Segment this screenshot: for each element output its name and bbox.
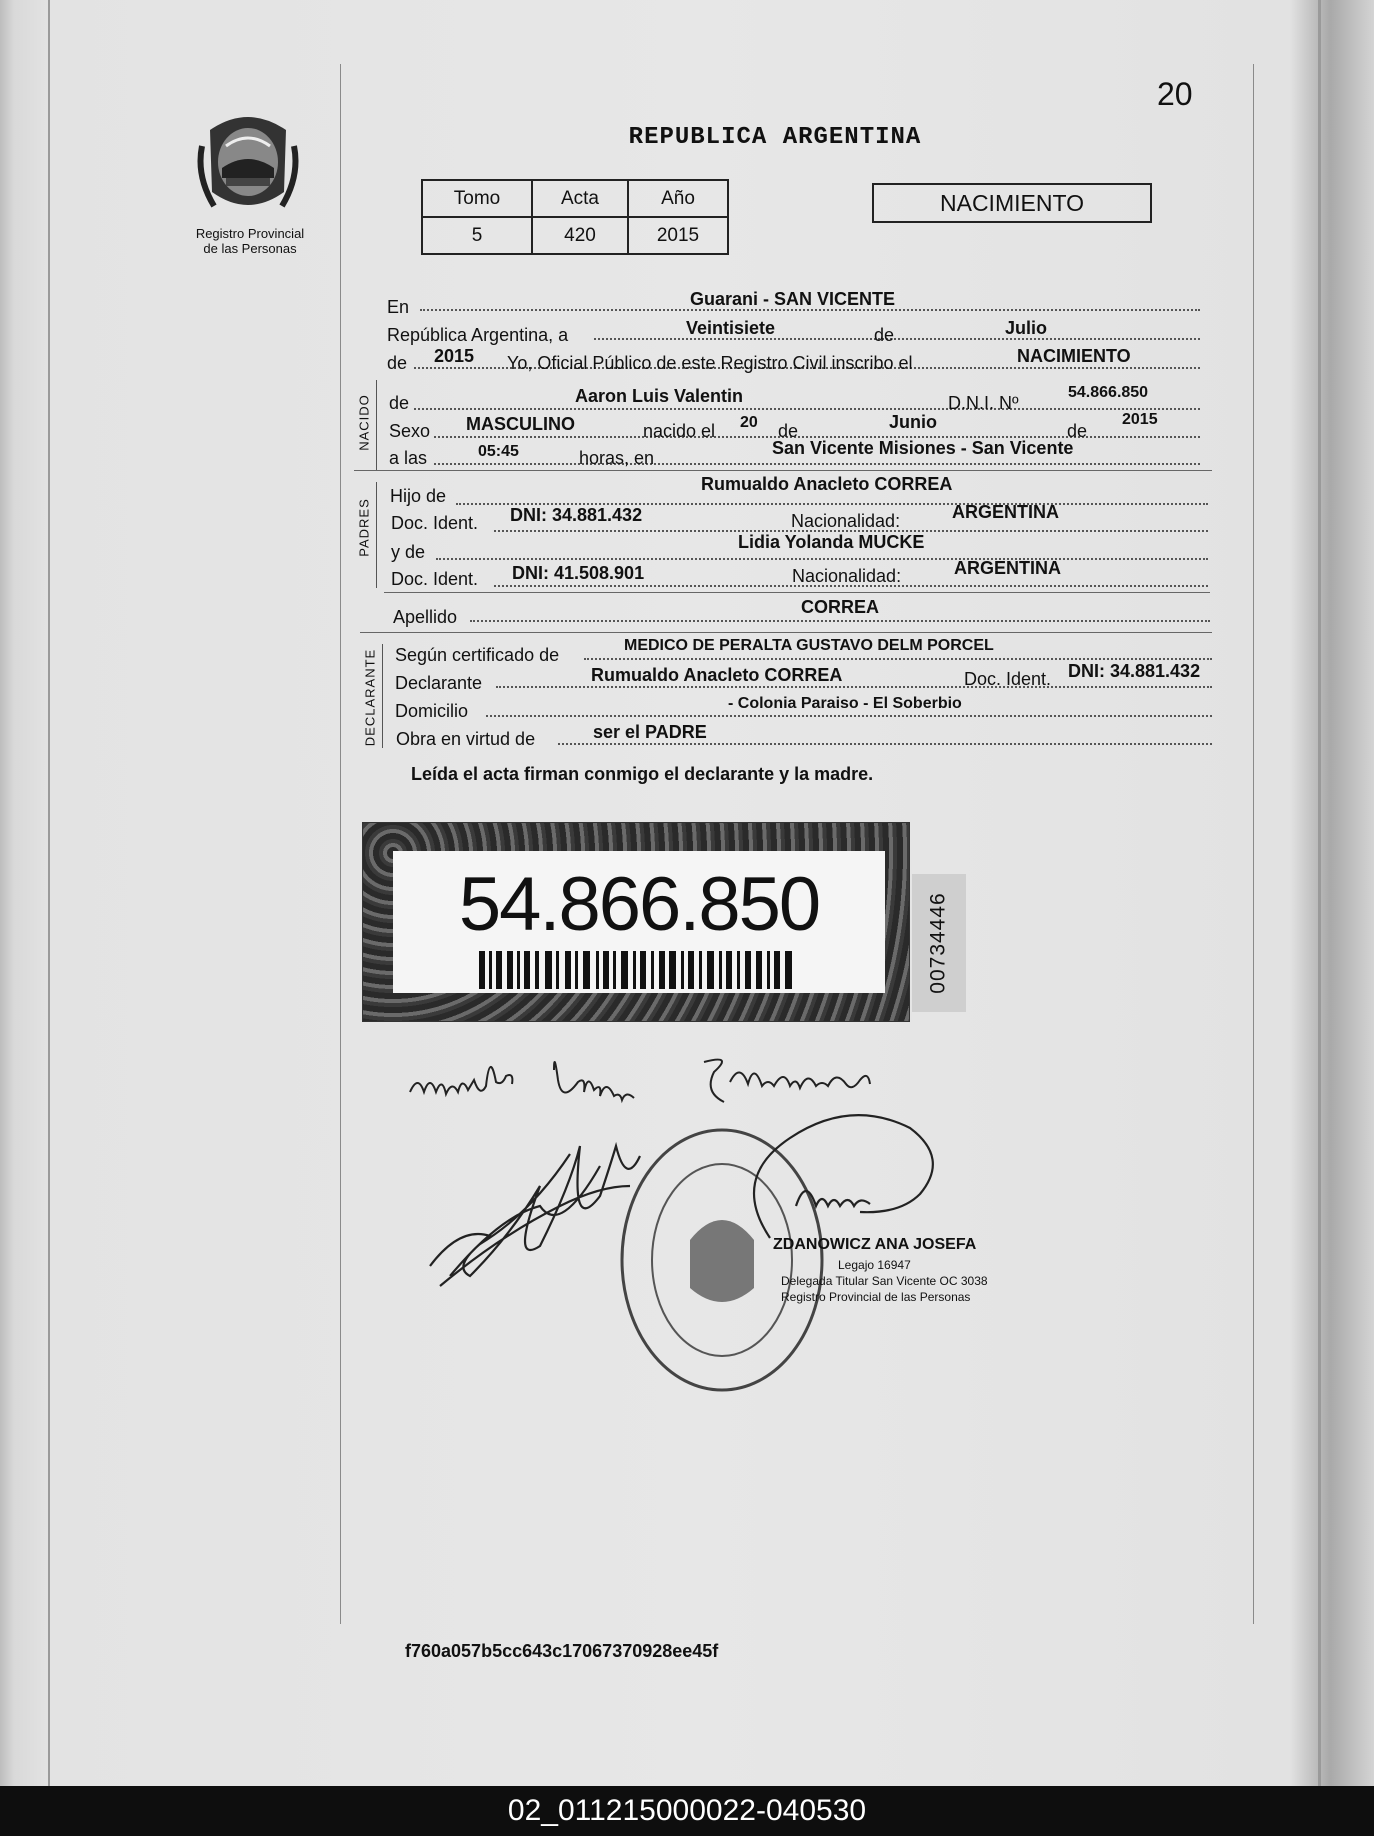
father-doc: DNI: 34.881.432 (510, 505, 643, 525)
section-label-declarante: DECLARANTE (362, 648, 378, 747)
birth-de-label-2: de (1067, 421, 1088, 441)
paper-edge-left (48, 0, 50, 1786)
serial-number: 00734446 (927, 892, 950, 994)
ref-header-ano: Año (628, 180, 728, 217)
official-signature (740, 1114, 960, 1250)
republica-label: República Argentina, a (387, 325, 569, 345)
year-value: 2015 (434, 346, 475, 366)
serial-tab (912, 874, 966, 1012)
logo-caption-line1: Registro Provincial (195, 226, 305, 241)
sexo-label: Sexo (389, 421, 431, 441)
sexo-value: MASCULINO (466, 414, 575, 434)
section-label-padres: PADRES (356, 498, 372, 557)
dotline (414, 408, 1200, 410)
obra-value: ser el PADRE (593, 722, 707, 742)
page-number: 20 (1157, 76, 1193, 112)
mother-signature (404, 1040, 944, 1110)
obra-label: Obra en virtud de (396, 729, 536, 749)
alas-label: a las (389, 448, 428, 468)
barcode (479, 951, 799, 989)
document-hash: f760a057b5cc643c17067370928ee45f (405, 1641, 719, 1661)
hijo-de-label: Hijo de (390, 486, 447, 506)
place-value: Guarani - SAN VICENTE (690, 289, 896, 309)
father-doc-label: Doc. Ident. (391, 513, 479, 533)
declarante-doc: DNI: 34.881.432 (1068, 661, 1201, 681)
section-divider (354, 470, 1212, 471)
en-label: En (387, 297, 410, 317)
child-dni: 54.866.850 (1068, 384, 1149, 401)
section-divider (360, 632, 1212, 633)
declarante-name: Rumualdo Anacleto CORREA (591, 665, 843, 685)
yde-label: y de (391, 542, 426, 562)
apellido-value: CORREA (801, 597, 880, 617)
declarante-label: Declarante (395, 673, 483, 693)
mother-doc: DNI: 41.508.901 (512, 563, 645, 583)
dotline (420, 309, 1200, 311)
month-value: Julio (1005, 318, 1048, 338)
father-nationality: ARGENTINA (952, 502, 1059, 522)
father-nac-label: Nacionalidad: (791, 511, 901, 531)
ref-value-acta: 420 (532, 217, 628, 254)
dni-sticker (362, 822, 910, 1022)
horas-label: horas, en (579, 448, 655, 468)
birth-day: 20 (740, 414, 758, 431)
de-label: de (874, 325, 895, 345)
section-bar (376, 380, 377, 470)
dotline (496, 686, 1212, 688)
apellido-label: Apellido (393, 607, 458, 627)
ref-header-tomo: Tomo (422, 180, 532, 217)
dotline (486, 715, 1212, 717)
official-legajo: Legajo 16947 (838, 1258, 911, 1272)
day-value: Veintisiete (686, 318, 776, 338)
logo-caption (180, 226, 320, 256)
cert-value: MEDICO DE PERALTA GUSTAVO DELM PORCEL (624, 637, 994, 654)
paper-edge-right (1318, 0, 1321, 1786)
dotline (558, 743, 1212, 745)
act-type-box: NACIMIENTO (872, 183, 1152, 223)
mother-doc-label: Doc. Ident. (391, 569, 479, 589)
birth-year: 2015 (1122, 411, 1158, 428)
dotline (594, 338, 1200, 340)
ref-value-ano: 2015 (628, 217, 728, 254)
reference-table (421, 179, 729, 255)
domicilio-value: - Colonia Paraiso - El Soberbio (728, 695, 962, 712)
logo-caption-line2: de las Personas (203, 241, 297, 256)
birth-time: 05:45 (478, 443, 519, 460)
domicilio-label: Domicilio (395, 701, 469, 721)
dotline (584, 658, 1212, 660)
dotline (434, 463, 1200, 465)
dotline (436, 558, 1208, 560)
nacido-el-label: nacido el (643, 421, 716, 441)
nacido-de-label: de (389, 393, 410, 413)
cert-label: Según certificado de (395, 645, 560, 665)
mother-nationality: ARGENTINA (954, 558, 1061, 578)
closing-statement: Leída el acta firman conmigo el declarante y la madre. (411, 764, 874, 784)
official-name: ZDANOWICZ ANA JOSEFA (773, 1236, 977, 1253)
birth-month: Junio (889, 412, 937, 432)
footer-id-bar: 02_011215000022-040530 (0, 1786, 1374, 1836)
registry-seal-logo (196, 106, 300, 224)
sticker-label (393, 851, 885, 993)
official-org: Registro Provincial de las Personas (781, 1290, 971, 1304)
section-bar (382, 644, 383, 748)
section-label-nacido: NACIDO (356, 394, 372, 451)
ref-value-tomo: 5 (422, 217, 532, 254)
birth-place: San Vicente Misiones - San Vicente (772, 438, 1074, 458)
oficial-label: Yo, Oficial Público de este Registro Civil inscribo el (507, 353, 913, 373)
father-name: Rumualdo Anacleto CORREA (701, 474, 953, 494)
mother-name: Lidia Yolanda MUCKE (738, 532, 925, 552)
mother-nac-label: Nacionalidad: (792, 566, 902, 586)
birth-de-label: de (778, 421, 799, 441)
dotline (470, 620, 1210, 622)
document-header: REPUBLICA ARGENTINA (628, 124, 922, 151)
inscribed-value: NACIMIENTO (1017, 346, 1131, 366)
child-name: Aaron Luis Valentin (575, 386, 744, 406)
section-divider (384, 592, 1210, 593)
dni-label: D.N.I. Nº (948, 393, 1019, 413)
official-role: Delegada Titular San Vicente OC 3038 (781, 1274, 988, 1288)
de-label-2: de (387, 353, 408, 373)
sticker-number: 54.866.850 (458, 862, 820, 947)
section-bar (376, 482, 377, 588)
decl-doc-label: Doc. Ident. (964, 669, 1052, 689)
ref-header-acta: Acta (532, 180, 628, 217)
